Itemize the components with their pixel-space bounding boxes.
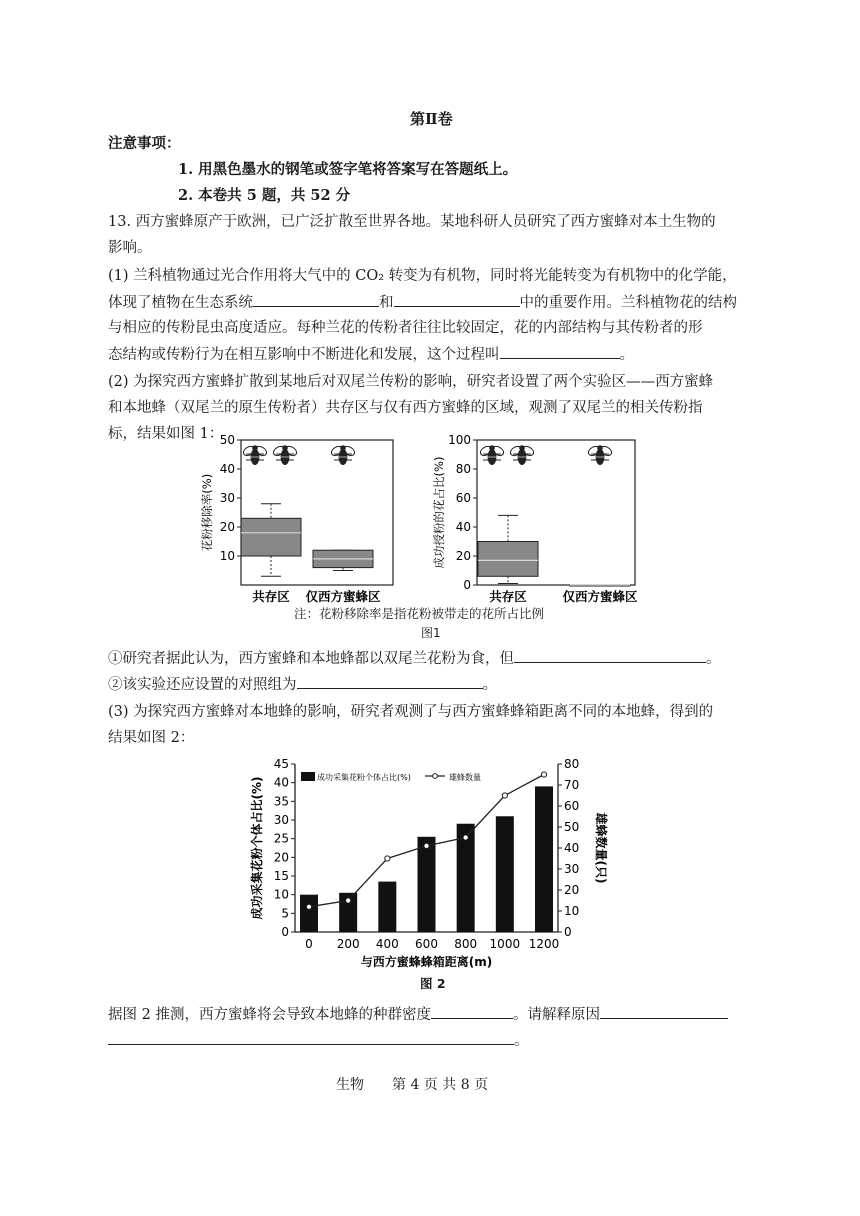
legend-bar-label: 成功采集花粉个体占比(%) bbox=[317, 773, 411, 782]
figure2-chart bbox=[245, 752, 615, 984]
y-tick-label: 30 bbox=[219, 491, 235, 505]
part3-answer-line bbox=[108, 1004, 728, 1025]
subquestion-2-text: ②该实验还应设置的对照组为 bbox=[108, 677, 297, 693]
left-tick-label: 35 bbox=[273, 794, 289, 809]
boxplot-pollination-success bbox=[432, 433, 638, 604]
subquestion-2-end: 。 bbox=[482, 677, 497, 693]
part3-answer-line-2 bbox=[108, 1030, 529, 1051]
volume-title: 第Ⅱ卷 bbox=[410, 110, 453, 128]
left-tick-label: 10 bbox=[273, 887, 289, 902]
figure2-caption: 图 2 bbox=[420, 976, 446, 991]
part1-line-1: (1) 兰科植物通过光合作用将大气中的 CO₂ 转变为有机物，同时将光能转变为有机物中的化学能， bbox=[108, 268, 737, 284]
box-0 bbox=[478, 515, 538, 583]
bar-400 bbox=[378, 882, 396, 932]
right-tick-label: 10 bbox=[564, 904, 580, 918]
part1-text-e: 。 bbox=[619, 347, 634, 363]
answer-blank-8[interactable] bbox=[108, 1030, 514, 1045]
left-tick-label: 45 bbox=[273, 757, 289, 771]
y-tick-label: 20 bbox=[455, 549, 471, 563]
part2-line-2: 和本地蜂（双尾兰的原生传粉者）共存区与仅有西方蜜蜂的区域，观测了双尾兰的相关传粉指 bbox=[108, 400, 703, 416]
y-tick-label: 20 bbox=[219, 520, 235, 534]
x-category-label: 共存区 bbox=[489, 589, 527, 604]
subquestion-1-text: ①研究者据此认为，西方蜜蜂和本地蜂都以双尾兰花粉为食，但 bbox=[108, 651, 514, 667]
right-tick-label: 40 bbox=[564, 841, 580, 855]
left-tick-label: 5 bbox=[281, 906, 289, 921]
right-tick-label: 30 bbox=[564, 862, 580, 876]
x-tick-label: 400 bbox=[375, 937, 399, 951]
honeybee-icon bbox=[587, 445, 613, 465]
subquestion-1-end: 。 bbox=[706, 651, 721, 667]
drone-point-400 bbox=[385, 856, 390, 861]
y-tick-label: 0 bbox=[463, 578, 471, 592]
box-1 bbox=[313, 550, 373, 570]
answer-blank-2[interactable] bbox=[394, 292, 520, 307]
y-tick-label: 100 bbox=[448, 433, 471, 447]
part1-text-c: 中的重要作用。兰科植物花的结构 bbox=[519, 295, 737, 311]
honeybee-icon bbox=[272, 445, 298, 465]
right-axis-label: 雄蜂数量(只) bbox=[594, 812, 608, 884]
part3-line-2: 结果如图 2： bbox=[108, 730, 195, 746]
part1-text-d: 态结构或传粉行为在相互影响中不断进化和发展，这个过程叫 bbox=[108, 347, 500, 363]
bar-600 bbox=[418, 837, 436, 932]
part1-line-2 bbox=[108, 292, 737, 313]
honeybee-icon bbox=[509, 445, 535, 465]
drone-point-800 bbox=[463, 835, 468, 840]
legend-line-marker bbox=[433, 774, 438, 779]
left-tick-label: 20 bbox=[273, 850, 289, 865]
legend-bar-swatch bbox=[301, 772, 315, 781]
x-tick-label: 1000 bbox=[489, 937, 521, 951]
legend-line-label: 雄蜂数量 bbox=[449, 773, 481, 782]
left-axis-label: 成功采集花粉个体占比(%) bbox=[250, 776, 264, 920]
right-tick-label: 60 bbox=[564, 799, 580, 813]
drone-point-1200 bbox=[541, 772, 546, 777]
drone-point-200 bbox=[346, 898, 351, 903]
part1-line-4 bbox=[108, 344, 634, 365]
bar-0 bbox=[300, 895, 318, 932]
box-iqr bbox=[241, 518, 301, 556]
part2-line-3: 标，结果如图 1： bbox=[108, 426, 224, 442]
boxplot-pollen-removal bbox=[200, 433, 393, 604]
y-tick-label: 10 bbox=[219, 549, 235, 563]
notice-item-2: 2. 本卷共 5 题，共 52 分 bbox=[178, 187, 351, 204]
left-tick-label: 25 bbox=[273, 831, 289, 846]
right-tick-label: 0 bbox=[564, 925, 572, 939]
legend bbox=[301, 772, 481, 782]
part2-line-1: (2) 为探究西方蜜蜂扩散到某地后对双尾兰传粉的影响，研究者设置了两个实验区——西方蜜蜂 bbox=[108, 374, 714, 390]
box-0 bbox=[241, 504, 301, 577]
x-category-label: 共存区 bbox=[252, 589, 290, 604]
native-bee-icon bbox=[479, 445, 505, 465]
x-category-label: 仅西方蜜蜂区 bbox=[305, 589, 381, 604]
subquestion-2 bbox=[108, 674, 497, 695]
box-iqr bbox=[478, 542, 538, 577]
answer-blank-7[interactable] bbox=[600, 1004, 728, 1019]
y-axis-label: 花粉移除率(%) bbox=[200, 473, 214, 552]
bar-1000 bbox=[496, 816, 514, 932]
question-intro-line-1: 13. 西方蜜蜂原产于欧洲，已广泛扩散至世界各地。某地科研人员研究了西方蜜蜂对本土生物的 bbox=[108, 214, 716, 230]
honeybee-icon bbox=[330, 445, 356, 465]
x-tick-label: 800 bbox=[454, 937, 478, 951]
part3-answer-text-b: 。请解释原因 bbox=[512, 1007, 600, 1023]
part3-line-1: (3) 为探究西方蜜蜂对本地蜂的影响，研究者观测了与西方蜜蜂蜂箱距离不同的本地蜂，得到的 bbox=[108, 704, 714, 720]
right-tick-label: 80 bbox=[564, 757, 580, 771]
answer-blank-6[interactable] bbox=[431, 1004, 513, 1019]
answer-blank-5[interactable] bbox=[297, 674, 483, 689]
answer-blank-3[interactable] bbox=[500, 344, 620, 359]
y-axis-label: 成功授粉的花占比(%) bbox=[432, 456, 446, 569]
subquestion-1 bbox=[108, 648, 721, 669]
drone-point-1000 bbox=[502, 793, 507, 798]
y-tick-label: 50 bbox=[219, 433, 235, 447]
x-tick-label: 200 bbox=[336, 937, 360, 951]
right-tick-label: 20 bbox=[564, 883, 580, 897]
part3-answer-end: 。 bbox=[514, 1033, 529, 1049]
notice-item-1: 1. 用黑色墨水的钢笔或签字笔将答案写在答题纸上。 bbox=[178, 161, 518, 178]
figure1-caption: 图1 bbox=[421, 626, 441, 640]
y-tick-label: 40 bbox=[455, 520, 471, 534]
x-tick-label: 600 bbox=[415, 937, 438, 951]
notice-title: 注意事项： bbox=[108, 135, 181, 152]
answer-blank-1[interactable] bbox=[253, 292, 379, 307]
left-tick-label: 40 bbox=[273, 775, 289, 790]
drone-point-600 bbox=[424, 843, 429, 848]
y-tick-label: 80 bbox=[455, 462, 471, 476]
left-tick-label: 15 bbox=[273, 869, 289, 883]
part3-answer-text-a: 据图 2 推测，西方蜜蜂将会导致本地蜂的种群密度 bbox=[108, 1007, 431, 1023]
answer-blank-4[interactable] bbox=[514, 648, 706, 663]
question-intro-line-2: 影响。 bbox=[108, 240, 152, 256]
left-tick-label: 30 bbox=[273, 813, 289, 827]
y-tick-label: 60 bbox=[455, 491, 471, 505]
x-axis-label: 与西方蜜蜂蜂箱距离(m) bbox=[360, 955, 493, 969]
part1-text-b: 和 bbox=[379, 295, 394, 311]
left-tick-label: 0 bbox=[281, 925, 289, 939]
bar-1200 bbox=[535, 786, 553, 932]
drone-point-0 bbox=[306, 904, 311, 909]
part1-line-3: 与相应的传粉昆虫高度适应。每种兰花的传粉者往往比较固定，花的内部结构与其传粉者的形 bbox=[108, 320, 703, 336]
x-tick-label: 0 bbox=[305, 937, 313, 951]
right-tick-label: 70 bbox=[564, 778, 580, 792]
right-tick-label: 50 bbox=[564, 820, 580, 834]
part1-text-a: 体现了植物在生态系统 bbox=[108, 295, 253, 311]
figure1-note: 注：花粉移除率是指花粉被带走的花所占比例 bbox=[294, 606, 545, 621]
x-category-label: 仅西方蜜蜂区 bbox=[562, 589, 638, 604]
box-1 bbox=[570, 585, 630, 586]
native-bee-icon bbox=[242, 445, 268, 465]
y-tick-label: 40 bbox=[219, 462, 235, 476]
x-tick-label: 1200 bbox=[528, 937, 560, 951]
page-footer: 生物 第 4 页 共 8 页 bbox=[336, 1077, 489, 1093]
